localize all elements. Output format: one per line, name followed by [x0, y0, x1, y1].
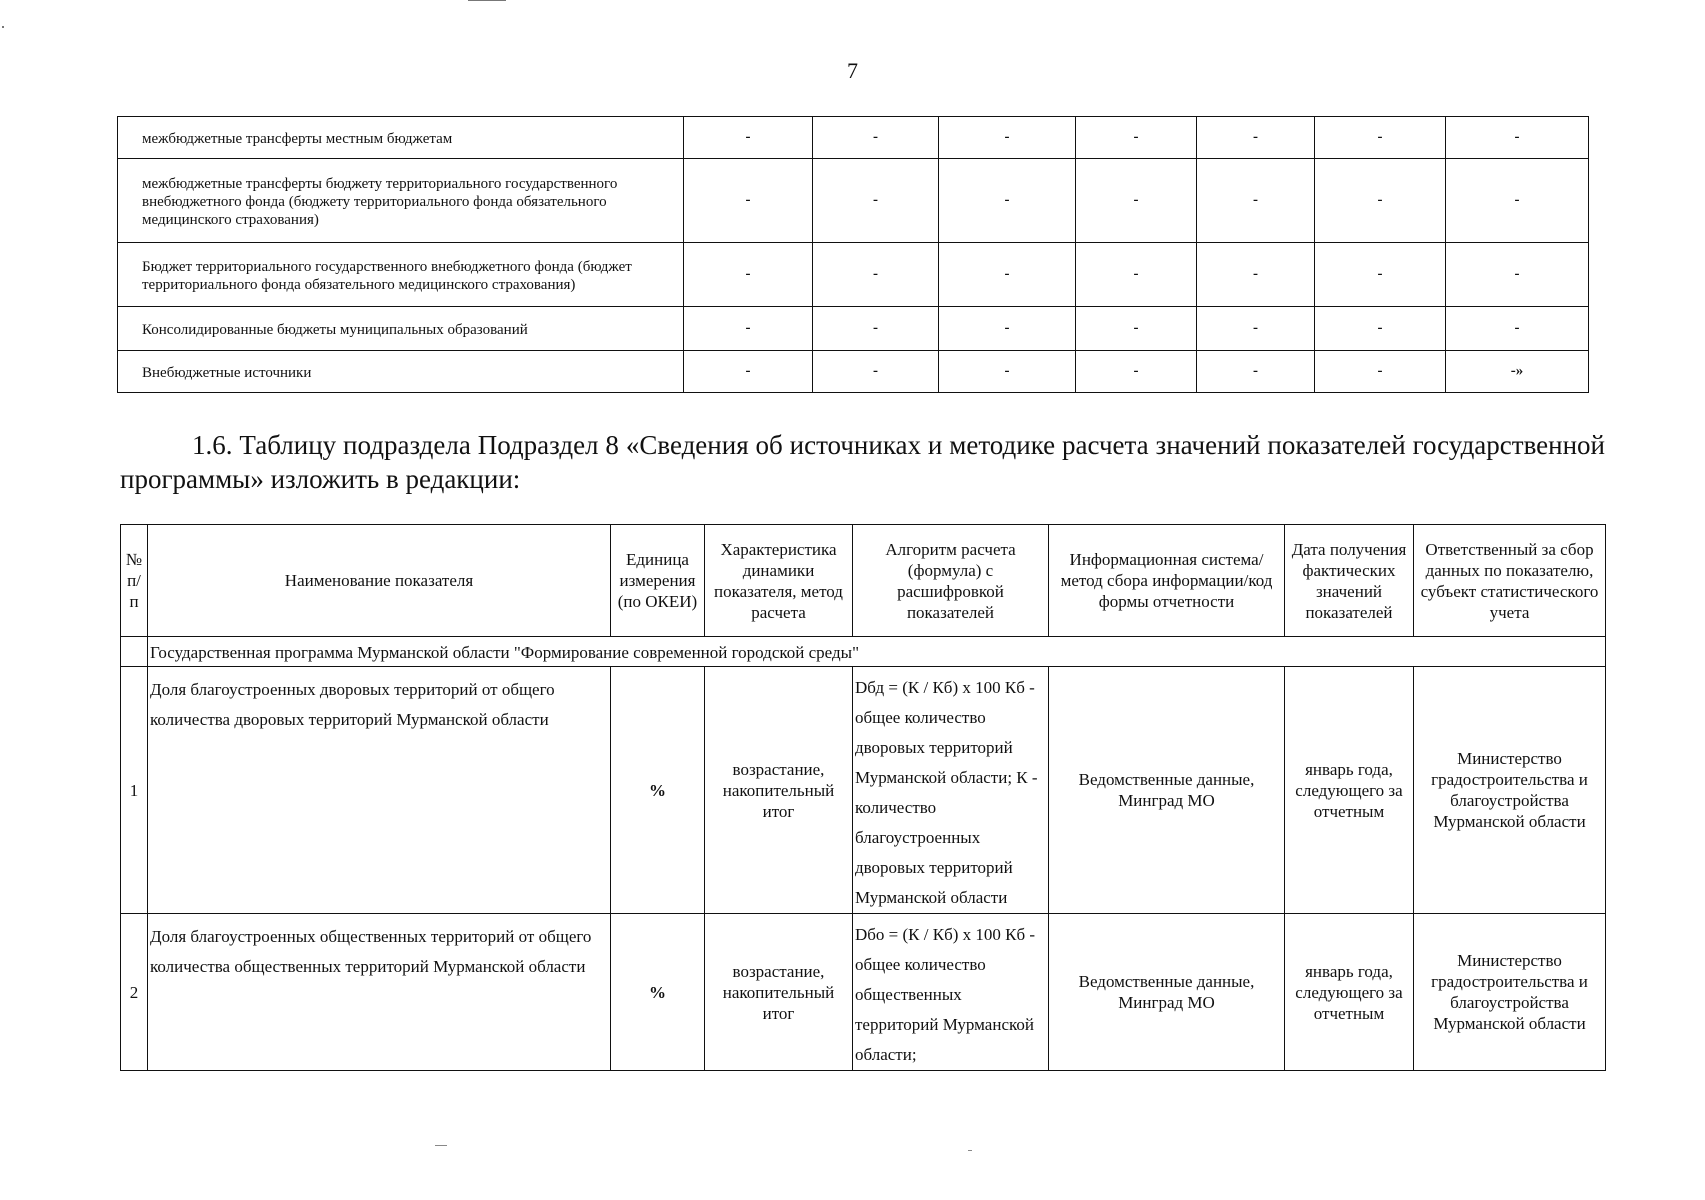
- table-row: [118, 243, 1589, 307]
- funding-value-cell: -: [1197, 243, 1315, 307]
- header-dynamics: Характеристика динамики показателя, метод расчета: [705, 525, 853, 637]
- funding-value-cell: -: [1197, 307, 1315, 351]
- header-algorithm: Алгоритм расчета (формула) с расшифровкой показателей: [853, 525, 1049, 637]
- scan-artifact-line: [968, 1150, 972, 1151]
- funding-value-cell: -: [1446, 159, 1589, 243]
- funding-value-cell: -: [684, 159, 813, 243]
- indicator-algorithm: Dбд = (К / Кб) х 100 Кб - общее количество дворовых территорий Мурманской области; К - количество благоустроенных дворовых территорий Мурманской области: [853, 667, 1049, 914]
- funding-value-cell: -: [684, 307, 813, 351]
- indicator-name: Доля благоустроенных общественных территорий от общего количества общественных территорий Мурманской области: [148, 914, 611, 1071]
- funding-value-cell: -: [939, 243, 1076, 307]
- indicator-responsible: Министерство градостроительства и благоустройства Мурманской области: [1414, 914, 1606, 1071]
- funding-value-cell: -: [684, 351, 813, 393]
- indicator-algorithm: Dбо = (К / Кб) х 100 Кб - общее количество общественных территорий Мурманской области;: [853, 914, 1049, 1071]
- indicator-info-system: Ведомственные данные, Минград МО: [1049, 667, 1285, 914]
- header-date: Дата получения фактических значений показателей: [1285, 525, 1414, 637]
- header-info-system: Информационная система/метод сбора информации/код формы отчетности: [1049, 525, 1285, 637]
- funding-value-cell: -: [1446, 117, 1589, 159]
- page-number: 7: [847, 58, 858, 83]
- funding-value-cell: -: [939, 117, 1076, 159]
- indicator-unit: %: [611, 667, 705, 914]
- funding-value-cell: -: [1197, 117, 1315, 159]
- indicator-info-system: Ведомственные данные, Минград МО: [1049, 914, 1285, 1071]
- indicator-name: Доля благоустроенных дворовых территорий от общего количества дворовых территорий Мурманской области: [148, 667, 611, 914]
- header-row: [121, 525, 1606, 637]
- funding-sources-table: [117, 116, 1589, 393]
- amendment-paragraph: 1.6. Таблицу подраздела Подраздел 8 «Сведения об источниках и методике расчета значений показателей государственной программы» изложить в редакции:: [120, 430, 1605, 494]
- funding-value-cell: -: [813, 159, 939, 243]
- table-row: [118, 351, 1589, 393]
- funding-value-cell: -: [1197, 351, 1315, 393]
- row-number: 1: [121, 667, 148, 914]
- funding-value-cell: -: [939, 307, 1076, 351]
- funding-value-cell: -: [1315, 243, 1446, 307]
- table-row: [121, 914, 1606, 1071]
- indicator-unit: %: [611, 914, 705, 1071]
- table-row: [121, 667, 1606, 914]
- funding-value-cell: -: [1446, 243, 1589, 307]
- program-title: Государственная программа Мурманской области "Формирование современной городской среды": [148, 637, 1606, 667]
- indicator-date: январь года, следующего за отчетным: [1285, 914, 1414, 1071]
- row-number: 2: [121, 914, 148, 1071]
- funding-value-cell: -: [1076, 117, 1197, 159]
- funding-value-cell: -: [1315, 351, 1446, 393]
- funding-value-cell: -»: [1446, 351, 1589, 393]
- header-name: Наименование показателя: [148, 525, 611, 637]
- table-row: [118, 159, 1589, 243]
- funding-source-label: межбюджетные трансферты бюджету территориального государственного внебюджетного фонда (бюджету территориального фонда обязательного медицинского страхования): [118, 159, 684, 243]
- funding-value-cell: -: [813, 351, 939, 393]
- header-unit: Единица измерения (по ОКЕИ): [611, 525, 705, 637]
- funding-value-cell: -: [1197, 159, 1315, 243]
- indicator-date: январь года, следующего за отчетным: [1285, 667, 1414, 914]
- funding-value-cell: -: [1446, 307, 1589, 351]
- funding-source-label: Внебюджетные источники: [118, 351, 684, 393]
- indicator-dynamics: возрастание, накопительный итог: [705, 667, 853, 914]
- funding-value-cell: -: [1315, 159, 1446, 243]
- funding-value-cell: -: [684, 117, 813, 159]
- funding-value-cell: -: [1076, 307, 1197, 351]
- scan-artifact-line: [435, 1145, 447, 1146]
- funding-value-cell: -: [1076, 243, 1197, 307]
- funding-value-cell: -: [1315, 117, 1446, 159]
- funding-value-cell: -: [1076, 351, 1197, 393]
- funding-value-cell: -: [939, 159, 1076, 243]
- funding-value-cell: -: [813, 243, 939, 307]
- funding-value-cell: -: [939, 351, 1076, 393]
- indicator-responsible: Министерство градостроительства и благоустройства Мурманской области: [1414, 667, 1606, 914]
- funding-value-cell: -: [813, 307, 939, 351]
- program-row: [121, 637, 1606, 667]
- funding-value-cell: -: [1076, 159, 1197, 243]
- funding-value-cell: -: [684, 243, 813, 307]
- table-row: [118, 117, 1589, 159]
- header-num: № п/п: [121, 525, 148, 637]
- scan-artifact-dot: [2, 26, 4, 28]
- indicator-dynamics: возрастание, накопительный итог: [705, 914, 853, 1071]
- header-responsible: Ответственный за сбор данных по показателю, субъект статистического учета: [1414, 525, 1606, 637]
- indicators-methodology-table: [120, 524, 1606, 1071]
- funding-value-cell: -: [1315, 307, 1446, 351]
- scan-artifact-line: [468, 0, 506, 1]
- funding-source-label: Консолидированные бюджеты муниципальных образований: [118, 307, 684, 351]
- funding-value-cell: -: [813, 117, 939, 159]
- funding-source-label: межбюджетные трансферты местным бюджетам: [118, 117, 684, 159]
- funding-source-label: Бюджет территориального государственного внебюджетного фонда (бюджет территориального фонда обязательного медицинского страхования): [118, 243, 684, 307]
- table-row: [118, 307, 1589, 351]
